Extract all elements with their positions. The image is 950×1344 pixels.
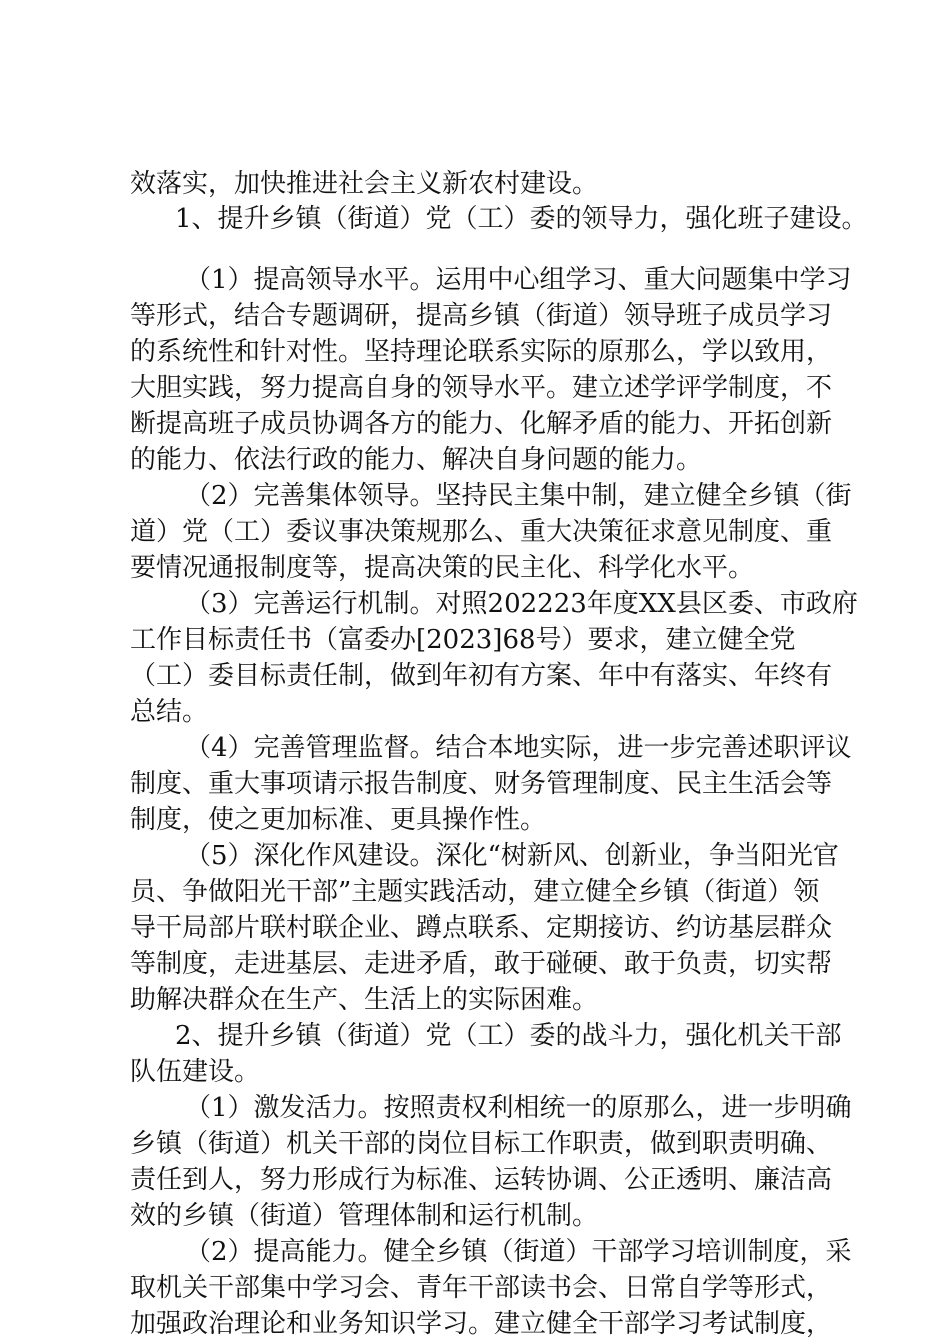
- text-line: （1）激发活力。按照责权利相统一的原那么，进一步明确: [185, 1093, 852, 1123]
- text-line: 乡镇（街道）机关干部的岗位目标工作职责，做到职责明确、: [130, 1129, 833, 1159]
- text-line: 道）党（工）委议事决策规那么、重大决策征求意见制度、重: [130, 517, 833, 547]
- section-heading-1: 1、提升乡镇（街道）党（工）委的领导力，强化班子建设。: [175, 204, 868, 234]
- text-line: 效的乡镇（街道）管理体制和运行机制。: [130, 1201, 599, 1231]
- text-line: 断提高班子成员协调各方的能力、化解矛盾的能力、开拓创新: [130, 409, 833, 439]
- text-line: 效落实，加快推进社会主义新农村建设。: [130, 169, 599, 199]
- text-line: （3）完善运行机制。对照202223年度XX县区委、市政府: [185, 589, 858, 619]
- text-line: 责任到人，努力形成行为标准、运转协调、公正透明、廉洁高: [130, 1165, 833, 1195]
- text-line: 等制度，走进基层、走进矛盾，敢于碰硬、敢于负责，切实帮: [130, 949, 833, 979]
- text-line: 要情况通报制度等，提高决策的民主化、科学化水平。: [130, 553, 755, 583]
- text-line: 导干局部片联村联企业、蹲点联系、定期接访、约访基层群众: [130, 913, 833, 943]
- text-line: （1）提高领导水平。运用中心组学习、重大问题集中学习: [185, 265, 852, 295]
- text-line: 的能力、依法行政的能力、解决自身问题的能力。: [130, 445, 703, 475]
- text-line: 队伍建设。: [130, 1057, 261, 1087]
- text-line: 大胆实践，努力提高自身的领导水平。建立述学评学制度，不: [130, 373, 833, 403]
- text-line: 工作目标责任书（富委办[2023]68号）要求，建立健全党: [130, 625, 796, 655]
- text-line: （5）深化作风建设。深化“树新风、创新业，争当阳光官: [185, 841, 839, 871]
- text-line: 加强政治理论和业务知识学习。建立健全干部学习考试制度，: [130, 1309, 833, 1339]
- text-line: （2）提高能力。健全乡镇（街道）干部学习培训制度，采: [185, 1237, 852, 1267]
- text-line: （工）委目标责任制，做到年初有方案、年中有落实、年终有: [130, 661, 833, 691]
- text-line: 取机关干部集中学习会、青年干部读书会、日常自学等形式，: [130, 1273, 833, 1303]
- section-heading-2: 2、提升乡镇（街道）党（工）委的战斗力，强化机关干部: [175, 1021, 842, 1051]
- text-line: 总结。: [130, 697, 209, 727]
- text-line: 制度，使之更加标准、更具操作性。: [130, 805, 547, 835]
- text-line: 员、争做阳光干部”主题实践活动，建立健全乡镇（街道）领: [130, 877, 820, 907]
- text-line: 等形式，结合专题调研，提高乡镇（街道）领导班子成员学习: [130, 301, 833, 331]
- text-line: （2）完善集体领导。坚持民主集中制，建立健全乡镇（街: [185, 481, 852, 511]
- text-line: 的系统性和针对性。坚持理论联系实际的原那么，学以致用，: [130, 337, 833, 367]
- text-line: 助解决群众在生产、生活上的实际困难。: [130, 985, 599, 1015]
- text-line: （4）完善管理监督。结合本地实际，进一步完善述职评议: [185, 733, 852, 763]
- text-line: 制度、重大事项请示报告制度、财务管理制度、民主生活会等: [130, 769, 833, 799]
